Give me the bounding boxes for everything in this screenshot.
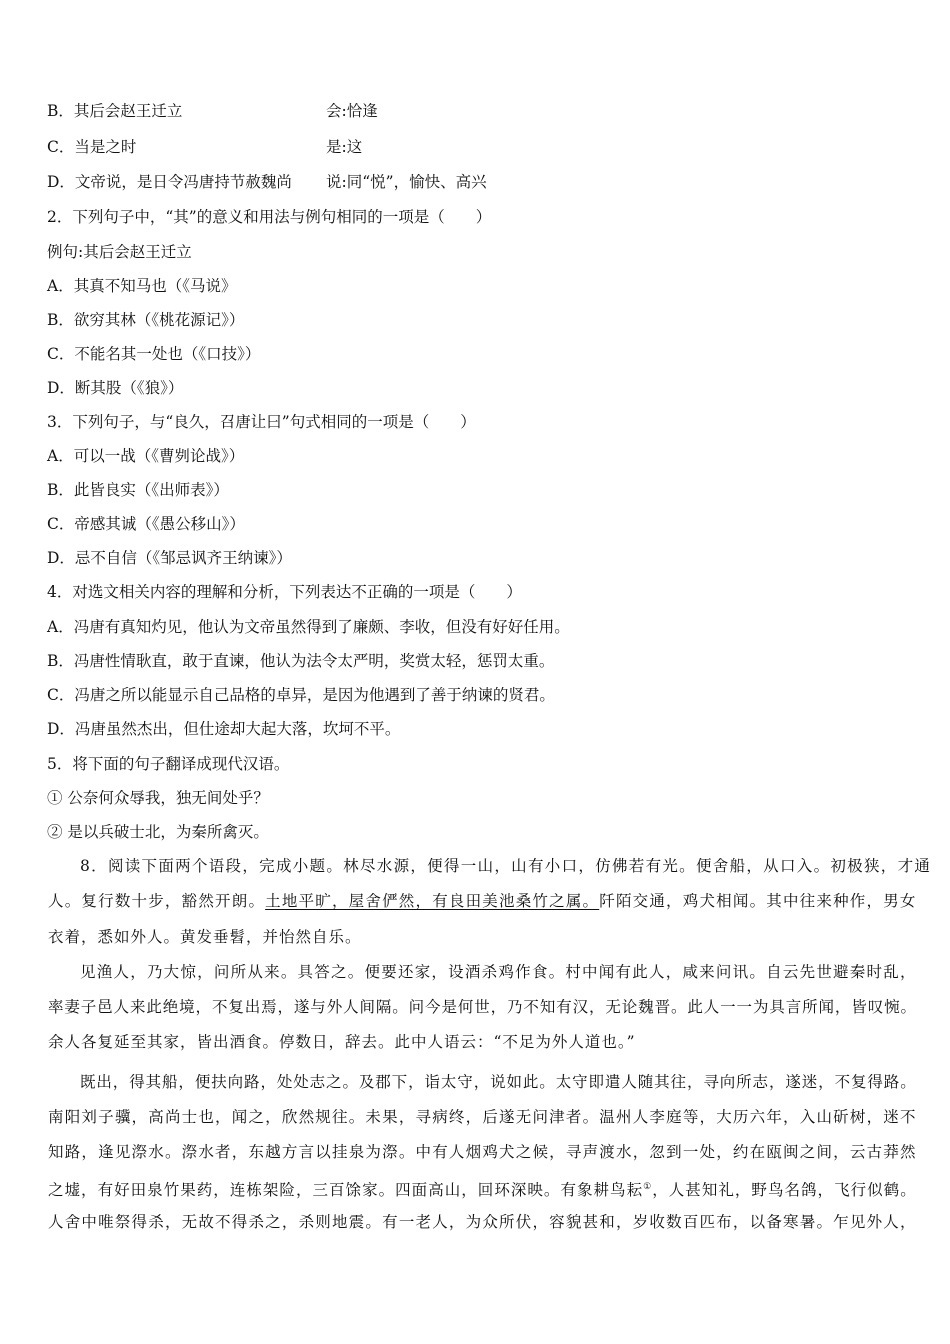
passage-line <box>48 1177 916 1200</box>
q5-item: ① 公奈何众辱我，独无间处乎？ <box>47 789 269 807</box>
q4-stem: 4．对选文相关内容的理解和分析，下列表达不正确的一项是（ ） <box>47 583 522 601</box>
passage-text: 人。复行数十步，豁然开朗。 <box>48 892 266 910</box>
option-label: C．当是之时 <box>47 138 137 156</box>
q4-option: D．冯唐虽然杰出，但仕途却大起大落，坎坷不平。 <box>47 720 401 738</box>
passage-line: 南阳刘子骥，高尚士也，闻之，欣然规往。未果，寻病终，后遂无问津者。温州人李庭等，大历六年，入山斫树，迷不 <box>48 1108 916 1126</box>
passage-line: 见渔人，乃大惊，问所从来。具答之。便要还家，设酒杀鸡作食。村中闻有此人，咸来问讯。自云先世避秦时乱， <box>80 963 916 981</box>
passage-line: 余人各复延至其家，皆出酒食。停数日，辞去。此中人语云：“不足为外人道也。” <box>48 1033 636 1051</box>
q4-option: A．冯唐有真知灼见，他认为文帝虽然得到了廉颇、李收，但没有好好任用。 <box>47 618 570 636</box>
q3-option: C．帝感其诚（《愚公移山》） <box>47 515 245 533</box>
passage-line: 衣着，悉如外人。黄发垂髫，并怡然自乐。 <box>48 928 362 946</box>
q4-option: C．冯唐之所以能显示自己品格的卓异，是因为他遇到了善于纳谏的贤君。 <box>47 686 555 704</box>
q3-option: D．忌不自信（《邹忌讽齐王纳谏》） <box>47 549 292 567</box>
q3-stem: 3．下列句子，与“良久，召唐让曰”句式相同的一项是（ ） <box>47 413 476 431</box>
q2-stem: 2．下列句子中，“其”的意义和用法与例句相同的一项是（ ） <box>47 208 492 226</box>
underlined-sentence: 土地平旷，屋舍俨然，有良田美池桑竹之属。 <box>265 892 600 910</box>
passage-text: 阡陌交通，鸡犬相闻。其中往来种作，男女 <box>599 892 916 910</box>
q4-option: B．冯唐性情耿直，敢于直谏，他认为法令太严明，奖赏太轻，惩罚太重。 <box>47 652 555 670</box>
option-gloss: 会:恰逢 <box>326 102 378 120</box>
q2-option: A．其真不知马也（《马说》 <box>47 277 237 295</box>
q2-option: B．欲穷其林（《桃花源记》） <box>47 311 245 329</box>
passage-text: ，人甚知礼，野鸟名鸽，飞行似鹤。 <box>652 1181 916 1200</box>
option-label: D．文帝说，是日令冯唐持节赦魏尚 <box>47 173 292 191</box>
passage-line: 8．阅读下面两个语段，完成小题。林尽水源，便得一山，山有小口，仿佛若有光。便舍船，从口入。初极狭，才通 <box>80 857 932 875</box>
passage-text: 之墟，有好田泉竹果药，连栋架险，三百馀家。四面高山，回环深映。有象耕鸟耘 <box>48 1181 644 1200</box>
q2-option: C．不能名其一处也（《口技》） <box>47 345 261 363</box>
passage-line: 人舍中唯祭得杀，无故不得杀之，杀则地震。有一老人，为众所伏，容貌甚和，岁收数百匹布，以备寒暑。乍见外人， <box>48 1213 916 1231</box>
option-label: B．其后会赵王迁立 <box>47 102 183 120</box>
q3-option: B．此皆良实（《出师表》） <box>47 481 229 499</box>
q2-option: D．断其股（《狼》） <box>47 379 184 397</box>
passage-line: 率妻子邑人来此绝境，不复出焉，遂与外人间隔。问今是何世，乃不知有汉，无论魏晋。此人一一为具言所闻，皆叹惋。 <box>48 998 916 1016</box>
option-gloss: 是:这 <box>326 138 363 156</box>
option-gloss: 说:同“悦”，愉快、高兴 <box>326 173 487 191</box>
passage-line <box>48 891 916 911</box>
q3-option: A．可以一战（《曹刿论战》） <box>47 447 245 465</box>
q5-item: ② 是以兵破士北，为秦所禽灭。 <box>47 823 269 841</box>
q2-example: 例句:其后会赵王迁立 <box>47 243 192 261</box>
footnote-marker: ① <box>643 1182 653 1192</box>
passage-line: 既出，得其船，便扶向路，处处志之。及郡下，诣太守，说如此。太守即遣人随其往，寻向所志，遂迷，不复得路。 <box>80 1073 916 1091</box>
q5-stem: 5．将下面的句子翻译成现代汉语。 <box>47 755 290 773</box>
passage-line: 知路，逢见漈水。漈水者，东越方言以挂泉为漈。中有人烟鸡犬之候，寻声渡水，忽到一处，约在瓯闽之间，云古莽然 <box>48 1143 916 1161</box>
